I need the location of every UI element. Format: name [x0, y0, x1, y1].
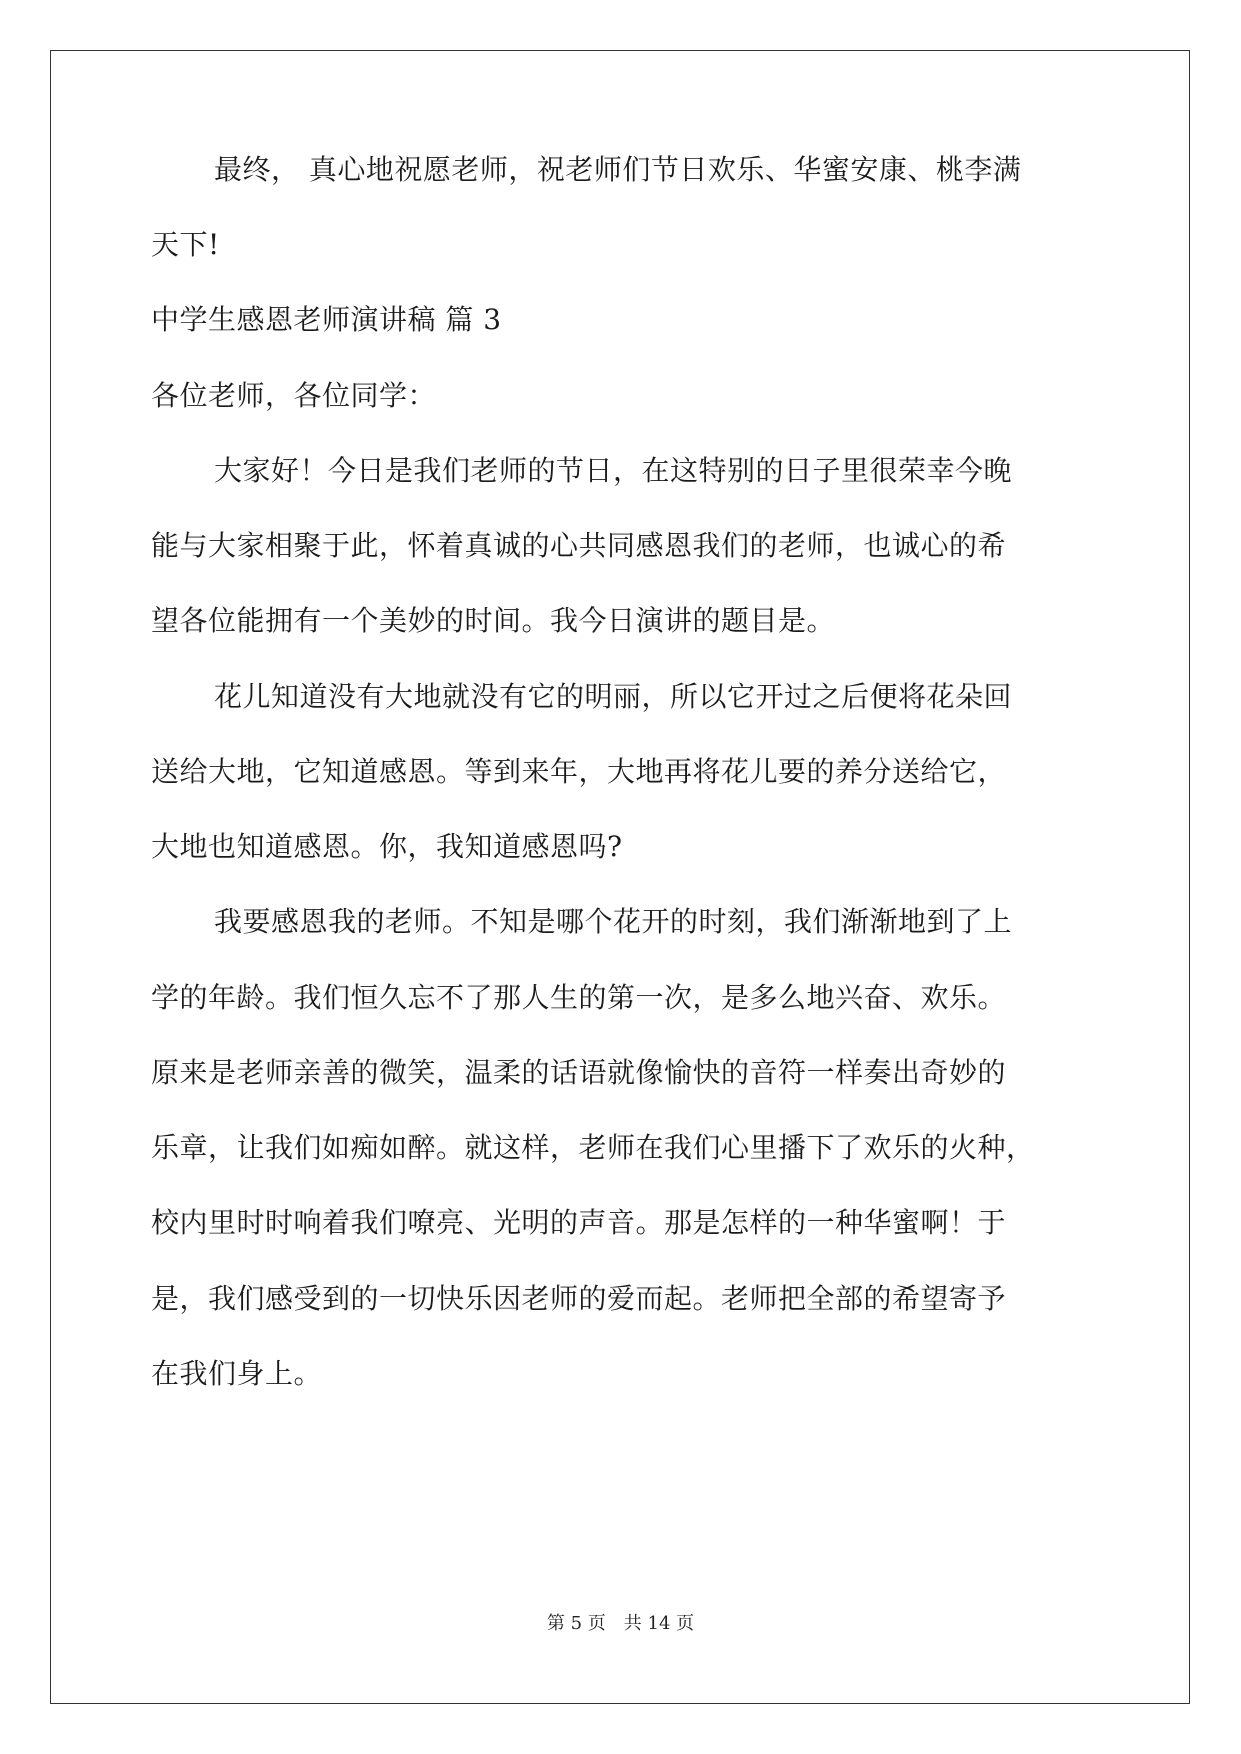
paragraph-4-line-5: 校内里时时响着我们嘹亮、光明的声音。那是怎样的一种华蜜啊！于 [151, 1206, 1007, 1239]
paragraph-3-line-3: 大地也知道感恩。你，我知道感恩吗? [151, 830, 623, 863]
paragraph-3-line-2: 送给大地，它知道感恩。等到来年，大地再将花儿要的养分送给它， [151, 755, 1007, 788]
paragraph-4-line-3: 原来是老师亲善的微笑，温柔的话语就像愉快的音符一样奏出奇妙的 [151, 1056, 1007, 1089]
paragraph-2-line-2: 能与大家相聚于此，怀着真诚的心共同感恩我们的老师，也诚心的希 [151, 529, 1007, 562]
paragraph-4-line-4: 乐章，让我们如痴如醉。就这样，老师在我们心里播下了欢乐的火种， [151, 1131, 1035, 1164]
section-heading: 中学生感恩老师演讲稿 篇 3 [151, 303, 502, 336]
salutation: 各位老师，各位同学： [151, 379, 437, 412]
paragraph-4-line-2: 学的年龄。我们恒久忘不了那人生的第一次，是多么地兴奋、欢乐。 [151, 981, 1007, 1014]
page-number: 第 5 页 [546, 1613, 606, 1634]
page-border [50, 50, 1190, 1704]
paragraph-2-line-1: 大家好！今日是我们老师的节日，在这特别的日子里很荣幸今晚 [214, 454, 1013, 487]
paragraph-4-line-6: 是，我们感受到的一切快乐因老师的爱而起。老师把全部的希望寄予 [151, 1282, 1007, 1315]
paragraph-1-line-1: 最终， 真心地祝愿老师，祝老师们节日欢乐、华蜜安康、桃李满 [214, 153, 1022, 186]
page-total: 共 14 页 [623, 1613, 695, 1634]
paragraph-1-line-2: 天下! [151, 228, 220, 261]
page-footer [0, 1612, 1241, 1636]
paragraph-2-line-3: 望各位能拥有一个美妙的时间。我今日演讲的题目是。 [151, 604, 836, 637]
paragraph-4-line-7: 在我们身上。 [151, 1357, 323, 1390]
paragraph-3-line-1: 花儿知道没有大地就没有它的明丽，所以它开过之后便将花朵回 [214, 680, 1013, 713]
paragraph-4-line-1: 我要感恩我的老师。不知是哪个花开的时刻，我们渐渐地到了上 [214, 905, 1013, 938]
